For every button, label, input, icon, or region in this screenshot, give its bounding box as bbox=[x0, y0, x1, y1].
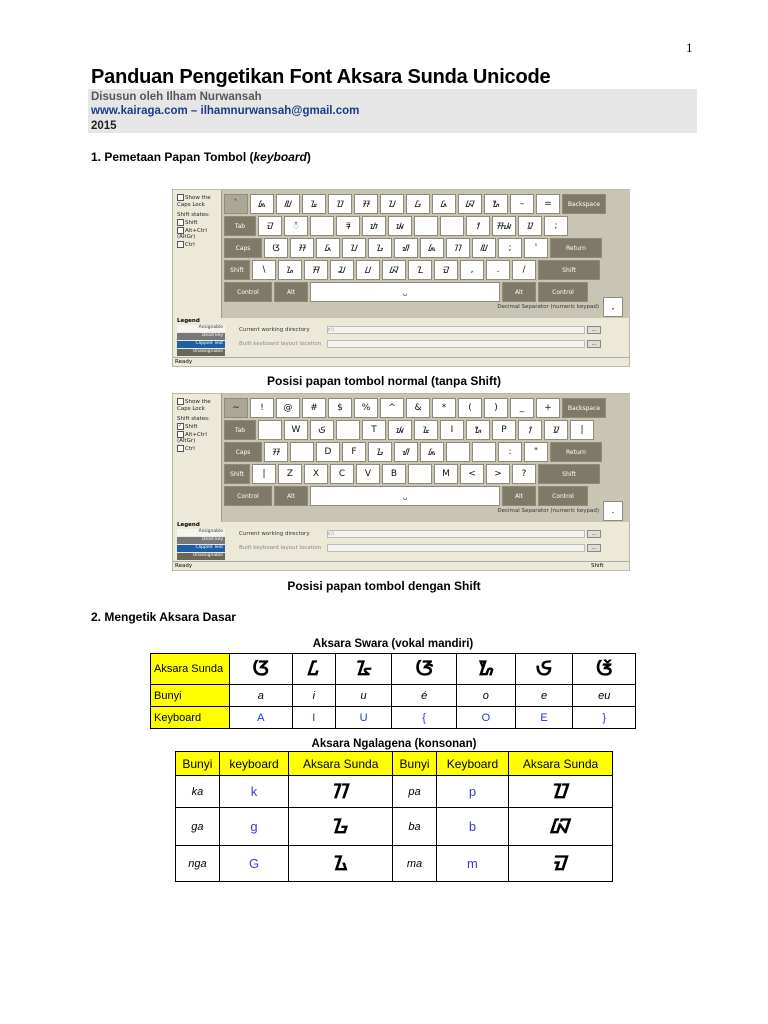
shift-state-panel bbox=[177, 398, 221, 453]
legend bbox=[177, 522, 225, 560]
key[interactable]: ᮅ bbox=[302, 194, 326, 214]
key[interactable]: ᮙ bbox=[258, 216, 282, 236]
row-label: Keyboard bbox=[151, 707, 230, 729]
shift-state-label: Ctrl bbox=[185, 446, 195, 453]
ngalagena-table bbox=[175, 751, 613, 882]
key[interactable]: ᮌ bbox=[368, 238, 392, 258]
decimal-separator-label: Decimal Separator (numeric keypad) bbox=[497, 304, 599, 310]
shift-state-option[interactable] bbox=[177, 219, 221, 227]
key[interactable]: ᮖ bbox=[380, 194, 404, 214]
key[interactable]: ᮓ bbox=[316, 238, 340, 258]
section1-heading bbox=[91, 150, 311, 164]
alt-key[interactable]: Alt bbox=[274, 282, 308, 302]
current-dir-label: Current working directory bbox=[239, 327, 310, 333]
heading-italic: keyboard bbox=[253, 150, 307, 164]
status-ready: Ready bbox=[175, 359, 193, 365]
show-caps-option[interactable] bbox=[177, 398, 221, 413]
key[interactable]: I bbox=[440, 420, 464, 440]
shift-states-label: Shift states: bbox=[177, 415, 210, 422]
swara-key: O bbox=[457, 707, 515, 729]
bunyi-cell: ka bbox=[176, 776, 220, 808]
key[interactable] bbox=[446, 442, 470, 462]
key[interactable]: T bbox=[362, 420, 386, 440]
key[interactable]: D bbox=[316, 442, 340, 462]
key[interactable]: ? bbox=[512, 464, 536, 484]
key[interactable]: ᮜ bbox=[472, 238, 496, 258]
key[interactable]: ᮘ bbox=[458, 194, 482, 214]
key-row bbox=[224, 282, 588, 302]
year-line: 2015 bbox=[91, 120, 117, 132]
swara-table bbox=[150, 653, 636, 729]
shift-state-label: Alt+Ctrl (AltGr) bbox=[177, 431, 207, 445]
col-header: Bunyi bbox=[393, 752, 437, 776]
key[interactable]: ᮔ bbox=[408, 260, 432, 280]
checkbox[interactable] bbox=[177, 194, 184, 201]
key[interactable]: ! bbox=[250, 398, 274, 418]
key[interactable]: P bbox=[492, 420, 516, 440]
modifier-key[interactable]: Caps bbox=[224, 238, 262, 258]
key[interactable]: ᮖ bbox=[342, 238, 366, 258]
document-title: Panduan Pengetikan Font Aksara Sunda Unicode bbox=[91, 66, 551, 88]
keyboard-normal-screenshot bbox=[172, 189, 630, 367]
decimal-separator-label: Decimal Separator (numeric keypad) bbox=[497, 508, 599, 514]
key[interactable]: ᮚ bbox=[388, 216, 412, 236]
key[interactable]: ᮺ bbox=[518, 420, 542, 440]
key[interactable]: ᮚ bbox=[388, 420, 412, 440]
browse-button[interactable]: ... bbox=[587, 340, 601, 348]
key[interactable]: ᮘ bbox=[382, 260, 406, 280]
col-header: Bunyi bbox=[176, 752, 220, 776]
swara-bunyi: e bbox=[515, 685, 573, 707]
caption-shift: Posisi papan tombol dengan Shift bbox=[287, 579, 481, 593]
key[interactable]: " bbox=[524, 442, 548, 462]
key[interactable]: ~ bbox=[224, 398, 248, 418]
key[interactable]: + bbox=[536, 398, 560, 418]
key[interactable]: ᮏ bbox=[250, 194, 274, 214]
key[interactable]: = bbox=[536, 194, 560, 214]
shift-state-option[interactable] bbox=[177, 241, 221, 249]
modifier-key[interactable]: Shift bbox=[224, 260, 250, 280]
keyboard-cell: b bbox=[436, 808, 508, 846]
key[interactable]: % bbox=[354, 398, 378, 418]
legend-item: Unassignable bbox=[177, 553, 225, 560]
modifier-key[interactable]: Return bbox=[550, 442, 602, 462]
key[interactable] bbox=[290, 442, 314, 462]
key[interactable]: # bbox=[302, 398, 326, 418]
swara-bunyi-row bbox=[151, 685, 636, 707]
col-header: Keyboard bbox=[436, 752, 508, 776]
col-header: Aksara Sunda bbox=[509, 752, 613, 776]
status-shift: Shift bbox=[591, 563, 604, 569]
legend-title: Legend bbox=[177, 318, 200, 324]
aksara-cell: ᮍ bbox=[289, 846, 393, 882]
keyboard-area bbox=[221, 190, 630, 318]
legend-item: Assignable bbox=[177, 325, 225, 332]
key[interactable] bbox=[408, 464, 432, 484]
key[interactable] bbox=[310, 216, 334, 236]
key-row bbox=[224, 194, 606, 214]
shift-state-option[interactable] bbox=[177, 445, 221, 453]
key[interactable]: ᮊ bbox=[446, 238, 470, 258]
key[interactable]: ᮛ bbox=[336, 216, 360, 236]
keyboard-shift-screenshot bbox=[172, 393, 630, 571]
legend-item: Assignable bbox=[177, 529, 225, 536]
checkbox[interactable] bbox=[177, 445, 184, 452]
key[interactable]: F bbox=[342, 442, 366, 462]
key[interactable]: ᮃ bbox=[264, 238, 288, 258]
bunyi-cell: nga bbox=[176, 846, 220, 882]
modifier-key[interactable]: Shift bbox=[224, 464, 250, 484]
key[interactable]: ᮇ bbox=[484, 194, 508, 214]
bunyi-cell: pa bbox=[393, 776, 437, 808]
shift-states-label: Shift states: bbox=[177, 211, 210, 218]
legend-item: Dead key bbox=[177, 333, 225, 340]
show-caps-label: Show the Caps Lock bbox=[177, 399, 211, 412]
key[interactable]: ᮓ bbox=[432, 194, 456, 214]
key[interactable]: \ bbox=[252, 260, 276, 280]
control-key[interactable]: Control bbox=[538, 486, 588, 506]
swara-key: E bbox=[515, 707, 573, 729]
legend-item: Clipped Text bbox=[177, 545, 225, 552]
control-key[interactable]: Control bbox=[538, 282, 588, 302]
shift-state-label: Alt+Ctrl (AltGr) bbox=[177, 227, 207, 241]
browse-button[interactable]: ... bbox=[587, 326, 601, 334]
swara-bunyi: a bbox=[230, 685, 293, 707]
key[interactable]: ᮎ bbox=[330, 260, 354, 280]
modifier-key[interactable]: Shift bbox=[538, 464, 600, 484]
shift-state-option[interactable] bbox=[177, 431, 221, 446]
shift-state-label: Ctrl bbox=[185, 242, 195, 249]
key[interactable]: ᮜ bbox=[276, 194, 300, 214]
key-row bbox=[224, 442, 602, 462]
key[interactable]: : bbox=[498, 442, 522, 462]
control-key[interactable]: Control bbox=[224, 282, 272, 302]
key[interactable]: ᮞ bbox=[290, 238, 314, 258]
row-label: Aksara Sunda bbox=[151, 654, 230, 685]
current-dir-label: Current working directory bbox=[239, 531, 310, 537]
swara-bunyi: eu bbox=[573, 685, 636, 707]
key[interactable]: ᮠ bbox=[394, 442, 418, 462]
key[interactable]: ( bbox=[458, 398, 482, 418]
key[interactable] bbox=[414, 216, 438, 236]
built-location-label: Built keyboard layout location bbox=[239, 545, 322, 551]
col-header: Aksara Sunda bbox=[289, 752, 393, 776]
contact-line[interactable]: www.kairaga.com – ilhamnurwansah@gmail.com bbox=[91, 105, 360, 117]
bunyi-cell: ma bbox=[393, 846, 437, 882]
caption-normal: Posisi papan tombol normal (tanpa Shift) bbox=[266, 374, 501, 388]
row-label: Bunyi bbox=[151, 685, 230, 707]
table-row bbox=[176, 846, 613, 882]
keyboard-cell: k bbox=[219, 776, 288, 808]
swara-glyph-row bbox=[151, 654, 636, 685]
built-location-input[interactable] bbox=[327, 340, 585, 348]
swara-caption: Aksara Swara (vokal mandiri) bbox=[312, 638, 474, 650]
checkbox[interactable]: ✓ bbox=[178, 422, 183, 429]
modifier-key[interactable]: Tab bbox=[224, 420, 256, 440]
key[interactable]: Z bbox=[278, 464, 302, 484]
checkbox[interactable] bbox=[177, 431, 184, 438]
checkbox[interactable] bbox=[177, 227, 184, 234]
key[interactable]: ᮨ bbox=[284, 216, 308, 236]
legend-item: Clipped Text bbox=[177, 341, 225, 348]
keyboard-area bbox=[221, 394, 630, 522]
key[interactable]: X bbox=[304, 464, 328, 484]
alt-key[interactable]: Alt bbox=[502, 282, 536, 302]
heading-suffix: ) bbox=[306, 150, 311, 164]
swara-key: A bbox=[230, 707, 293, 729]
shift-state-option[interactable] bbox=[177, 423, 221, 431]
key[interactable]: ; bbox=[544, 216, 568, 236]
swara-bunyi: i bbox=[292, 685, 336, 707]
show-caps-label: Show the Caps Lock bbox=[177, 195, 211, 208]
key[interactable]: ' bbox=[524, 238, 548, 258]
bunyi-cell: ga bbox=[176, 808, 220, 846]
key[interactable]: ᮺ bbox=[466, 216, 490, 236]
key[interactable]: W bbox=[284, 420, 308, 440]
key[interactable]: ᮻ bbox=[518, 216, 542, 236]
key[interactable]: _ bbox=[510, 398, 534, 418]
key[interactable]: ᮻ bbox=[544, 420, 568, 440]
section2-heading: 2. Mengetik Aksara Dasar bbox=[91, 610, 236, 624]
key[interactable] bbox=[440, 216, 464, 236]
key[interactable]: | bbox=[570, 420, 594, 440]
key[interactable]: ᮝ bbox=[406, 194, 430, 214]
swara-key: } bbox=[573, 707, 636, 729]
checkbox[interactable] bbox=[177, 219, 184, 226]
swara-glyph: ᮈ bbox=[515, 654, 573, 685]
control-key[interactable]: Control bbox=[224, 486, 272, 506]
key[interactable]: ᮇ bbox=[466, 420, 490, 440]
space-key[interactable]: ␣ bbox=[310, 486, 500, 506]
built-location-input[interactable] bbox=[327, 544, 585, 552]
key[interactable]: $ bbox=[328, 398, 352, 418]
key-row bbox=[224, 420, 594, 440]
key-row bbox=[224, 464, 600, 484]
aksara-cell: ᮕ bbox=[509, 776, 613, 808]
swara-key: I bbox=[292, 707, 336, 729]
checkbox[interactable] bbox=[177, 398, 184, 405]
swara-glyph: ᮆ bbox=[392, 654, 457, 685]
key[interactable]: ᮅ bbox=[414, 420, 438, 440]
key[interactable]: ᮏ bbox=[420, 442, 444, 462]
alt-key[interactable]: Alt bbox=[502, 486, 536, 506]
status-bar bbox=[173, 561, 629, 570]
modifier-key[interactable]: Shift bbox=[538, 260, 600, 280]
key[interactable]: B bbox=[382, 464, 406, 484]
author-line: Disusun oleh Ilham Nurwansah bbox=[91, 91, 262, 103]
swara-glyph: ᮇ bbox=[457, 654, 515, 685]
key[interactable]: , bbox=[460, 260, 484, 280]
key-row bbox=[224, 238, 602, 258]
keyboard-cell: g bbox=[219, 808, 288, 846]
swara-glyph: ᮅ bbox=[336, 654, 392, 685]
key-row bbox=[224, 216, 568, 236]
key-row bbox=[224, 398, 606, 418]
current-dir-input[interactable]: c:\ bbox=[327, 530, 585, 538]
built-location-label: Built keyboard layout location bbox=[239, 341, 322, 347]
shift-state-panel bbox=[177, 194, 221, 249]
key[interactable]: C bbox=[330, 464, 354, 484]
key[interactable]: ᮞ bbox=[264, 442, 288, 462]
key[interactable]: ` bbox=[224, 194, 248, 214]
swara-key: U bbox=[336, 707, 392, 729]
key-row bbox=[224, 486, 588, 506]
modifier-key[interactable]: Caps bbox=[224, 442, 262, 462]
status-bar bbox=[173, 357, 629, 366]
checkbox[interactable] bbox=[177, 241, 184, 248]
key[interactable]: @ bbox=[276, 398, 300, 418]
keyboard-cell: G bbox=[219, 846, 288, 882]
shift-state-label: Shift bbox=[185, 219, 198, 226]
backspace-key[interactable]: Backspace bbox=[562, 398, 606, 418]
key[interactable]: ^ bbox=[380, 398, 404, 418]
swara-key: { bbox=[392, 707, 457, 729]
keyboard-cell: p bbox=[436, 776, 508, 808]
key[interactable]: / bbox=[512, 260, 536, 280]
key[interactable]: V bbox=[356, 464, 380, 484]
swara-keyboard-row bbox=[151, 707, 636, 729]
current-dir-input[interactable]: c:\ bbox=[327, 326, 585, 334]
ngalagena-header-row bbox=[176, 752, 613, 776]
key[interactable]: ᮗ bbox=[356, 260, 380, 280]
browse-button[interactable]: ... bbox=[587, 544, 601, 552]
legend-item: Dead key bbox=[177, 537, 225, 544]
key[interactable]: ᮕ bbox=[328, 194, 352, 214]
key[interactable]: ᮌ bbox=[368, 442, 392, 462]
modifier-key[interactable]: Return bbox=[550, 238, 602, 258]
key[interactable]: ᮠ bbox=[394, 238, 418, 258]
keyboard-cell: m bbox=[436, 846, 508, 882]
key[interactable]: ᮈ bbox=[310, 420, 334, 440]
decimal-key[interactable]: . bbox=[603, 501, 623, 521]
key[interactable]: . bbox=[486, 260, 510, 280]
table-row bbox=[176, 808, 613, 846]
aksara-cell: ᮌ bbox=[289, 808, 393, 846]
ngalagena-caption: Aksara Ngalagena (konsonan) bbox=[311, 738, 477, 750]
legend-title: Legend bbox=[177, 522, 200, 528]
key[interactable]: * bbox=[432, 398, 456, 418]
alt-key[interactable]: Alt bbox=[274, 486, 308, 506]
key[interactable]: ; bbox=[498, 238, 522, 258]
page-number: 1 bbox=[686, 40, 693, 55]
key[interactable]: ᮯ bbox=[492, 216, 516, 236]
key[interactable]: | bbox=[252, 464, 276, 484]
key-row bbox=[224, 260, 600, 280]
aksara-cell: ᮙ bbox=[509, 846, 613, 882]
show-caps-option[interactable] bbox=[177, 194, 221, 209]
key[interactable]: & bbox=[406, 398, 430, 418]
key[interactable]: ᮟ bbox=[304, 260, 328, 280]
swara-bunyi: u bbox=[336, 685, 392, 707]
key[interactable] bbox=[258, 420, 282, 440]
key[interactable]: ᮐ bbox=[278, 260, 302, 280]
shift-state-label: Shift bbox=[185, 423, 198, 430]
key[interactable]: > bbox=[486, 464, 510, 484]
key[interactable]: < bbox=[460, 464, 484, 484]
modifier-key[interactable]: Tab bbox=[224, 216, 256, 236]
swara-glyph: ᮃ bbox=[230, 654, 293, 685]
key[interactable] bbox=[472, 442, 496, 462]
key[interactable]: ᮏ bbox=[420, 238, 444, 258]
swara-glyph: ᮉ bbox=[573, 654, 636, 685]
key[interactable]: – bbox=[510, 194, 534, 214]
legend bbox=[177, 318, 225, 356]
heading-prefix: 1. Pemetaan Papan Tombol ( bbox=[91, 150, 254, 164]
aksara-cell: ᮊ bbox=[289, 776, 393, 808]
key[interactable]: ᮙ bbox=[434, 260, 458, 280]
swara-bunyi: é bbox=[392, 685, 457, 707]
key[interactable]: ᮞ bbox=[354, 194, 378, 214]
legend-item: Unassignable bbox=[177, 349, 225, 356]
decimal-key[interactable]: , bbox=[603, 297, 623, 317]
status-ready: Ready bbox=[175, 563, 193, 569]
aksara-cell: ᮘ bbox=[509, 808, 613, 846]
key[interactable]: ᮒ bbox=[362, 216, 386, 236]
key[interactable]: ) bbox=[484, 398, 508, 418]
space-key[interactable]: ␣ bbox=[310, 282, 500, 302]
table-row bbox=[176, 776, 613, 808]
swara-glyph: ᮄ bbox=[292, 654, 336, 685]
shift-state-option[interactable] bbox=[177, 227, 221, 242]
browse-button[interactable]: ... bbox=[587, 530, 601, 538]
bunyi-cell: ba bbox=[393, 808, 437, 846]
col-header: keyboard bbox=[219, 752, 288, 776]
backspace-key[interactable]: Backspace bbox=[562, 194, 606, 214]
key[interactable] bbox=[336, 420, 360, 440]
swara-bunyi: o bbox=[457, 685, 515, 707]
key[interactable]: M bbox=[434, 464, 458, 484]
